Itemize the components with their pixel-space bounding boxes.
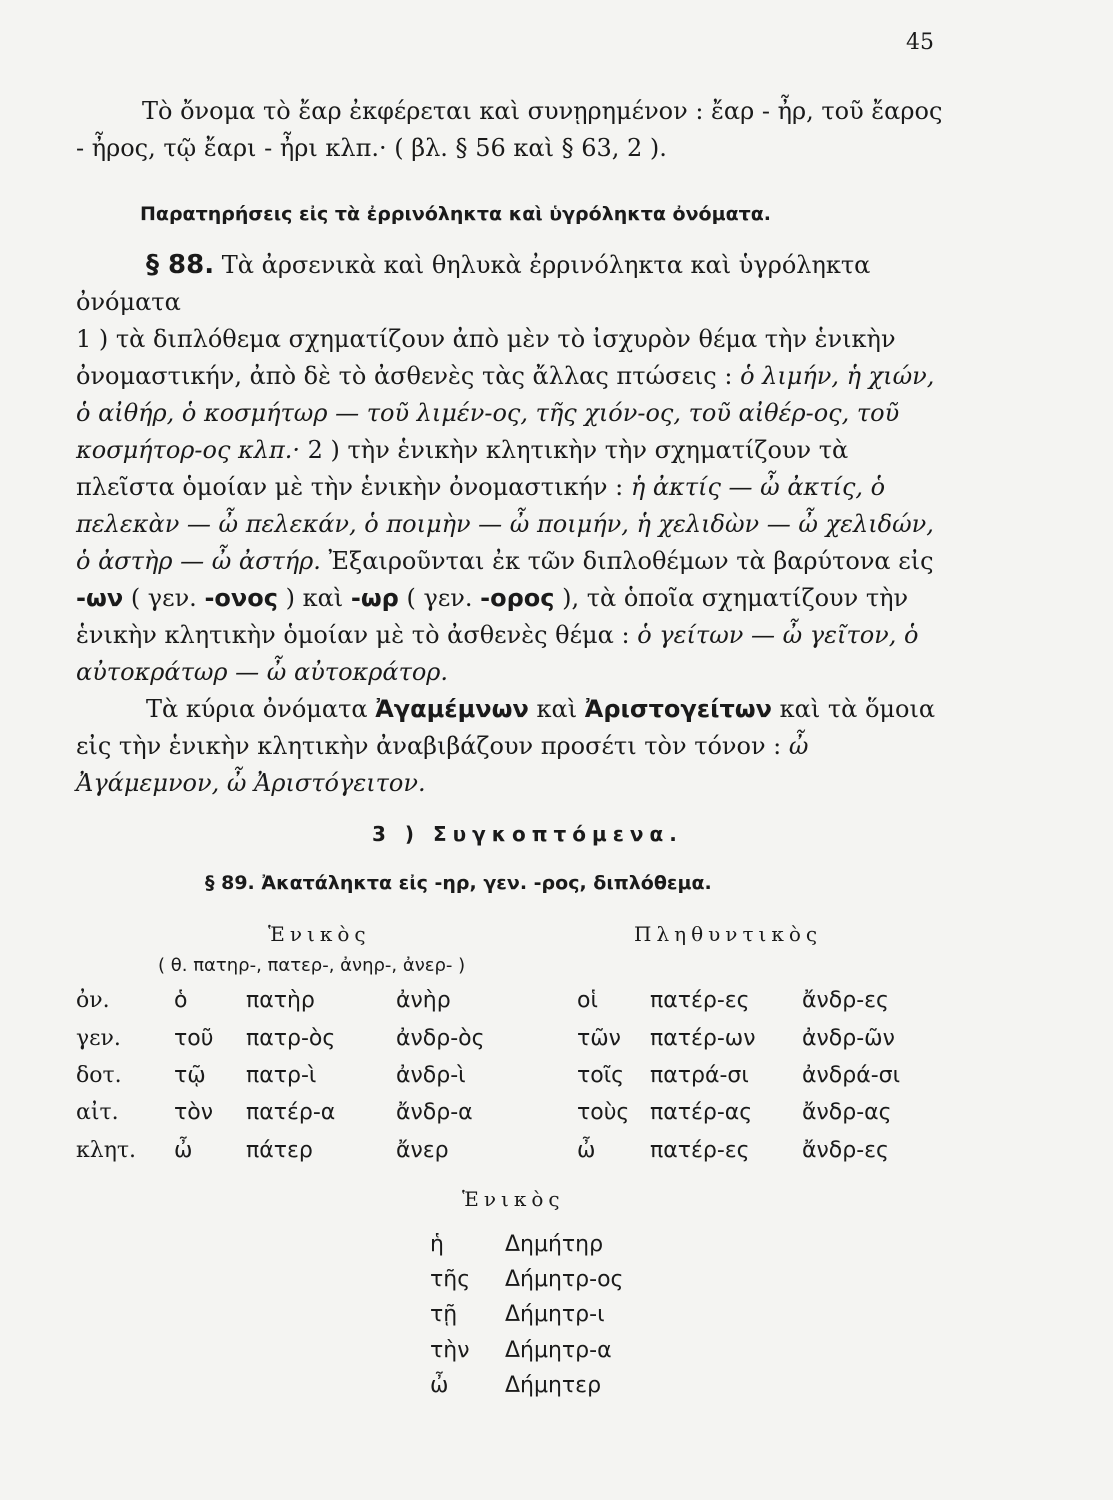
column-header-singular-2: Ἑνικὸς (462, 1187, 565, 1211)
text-span: ), τὰ ὁποῖα σχηματίζουν τὴν ἑνικὴν κλητικὴν ὁμοίαν μὲ τὸ ἀσθενὲς θέμα : (76, 584, 909, 649)
subsection-heading-syncopated: 3 ) Συγκοπτόμενα. (372, 822, 683, 846)
table-cell: Δήμητρ-ι (505, 1302, 605, 1327)
table-cell: τῷ (174, 1063, 206, 1088)
ending-span: -ονος (204, 584, 278, 612)
table-cell: οἱ (577, 988, 598, 1013)
table-cell: πατὴρ (246, 988, 315, 1013)
section-heading-89: § 89. Ἀκατάληκτα εἰς -ηρ, γεν. -ρος, διπλόθεμα. (205, 872, 712, 894)
table-cell: ἀνδρ-ῶν (802, 1026, 895, 1051)
stem-note: ( θ. πατηρ-, πατερ-, ἀνηρ-, ἀνερ- ) (158, 955, 466, 976)
paragraph-88-first-line (76, 247, 946, 321)
case-label: αἰτ. (76, 1100, 119, 1125)
table-cell: πατέρ-ας (650, 1100, 753, 1125)
column-header-plural: Πληθυντικὸς (634, 922, 823, 946)
table-cell: τοὺς (577, 1100, 630, 1125)
text-span: 2 ) τὴν ἑνικὴν κλητικὴν τὴν σχηματίζουν τὰ πλεῖστα ὁμοίαν μὲ τὴν ἑνικὴν ὀνομαστικήν : (76, 436, 849, 501)
paragraph-proper-names (76, 691, 946, 802)
table-cell: ἡ (430, 1232, 444, 1257)
table-cell: τῇ (430, 1302, 458, 1327)
example-span: ὁ λιμήν, ἡ χιών, ὁ αἰθήρ, ὁ κοσμήτωρ — τοῦ λιμέν-ος, τῆς χιόν-ος, τοῦ αἰθέρ-ος, τοῦ κοσμήτορ-ος κλπ.· (76, 362, 935, 464)
table-cell: ὦ (430, 1373, 449, 1398)
table-cell: ἄνδρ-ας (802, 1100, 892, 1125)
text-span: ( γεν. (406, 584, 473, 612)
table-cell: πατέρ-ες (650, 988, 750, 1013)
table-cell: ἀνδρ-ὶ (396, 1063, 466, 1088)
table-cell: πατέρ-ες (650, 1138, 750, 1163)
ending-span: -ων (76, 584, 124, 612)
case-label: ὀν. (76, 988, 110, 1013)
text-span: ) καὶ (285, 584, 344, 612)
table-cell: ἄνδρ-ες (802, 988, 889, 1013)
table-cell: ὦ (174, 1138, 193, 1163)
example-span: ὦ Ἀγάμεμνον, ὦ Ἀριστόγειτον. (76, 732, 809, 797)
table-cell: τὸν (174, 1100, 213, 1125)
example-span: ἡ ἀκτίς — ὦ ἀκτίς, ὁ πελεκὰν — ὦ πελεκάν, ὁ ποιμὴν — ὦ ποιμήν, ἡ χελιδὼν — ὦ χελιδών, ὁ ἀστὴρ — ὦ ἀστήρ. (76, 473, 934, 575)
table-cell: ἀνὴρ (396, 988, 451, 1013)
table-cell: Δήμητρ-α (505, 1338, 612, 1363)
table-cell: τοῖς (577, 1063, 625, 1088)
page-number: 45 (906, 30, 934, 55)
table-cell: Δήμητερ (505, 1373, 602, 1398)
text-span: καὶ (536, 695, 578, 723)
section-number-88: § 88. (146, 250, 215, 280)
table-cell: ἀνδρά-σι (802, 1063, 901, 1088)
table-cell: Δημήτηρ (505, 1232, 604, 1257)
text-span: 1 ) τὰ διπλόθεμα σχηματίζουν ἀπὸ μὲν τὸ ἰσχυρὸν θέμα τὴν ἑνικὴν ὀνομαστικήν, ἀπὸ δὲ τὸ ἀσθενὲς τὰς ἄλλας πτώσεις : (76, 325, 896, 390)
name-span: Ἀριστογείτων (584, 695, 772, 723)
paragraph-ear: Τὸ ὄνομα τὸ ἔαρ ἐκφέρεται καὶ συνῃρημένον : ἔαρ - ἦρ, τοῦ ἔαρος - ἦρος, τῷ ἔαρι - ἦρι κλπ.· ( βλ. § 56 καὶ § 63, 2 ). (76, 97, 943, 162)
table-cell: τῶν (577, 1026, 621, 1051)
paragraph-88 (76, 247, 946, 802)
table-cell: Δήμητρ-ος (505, 1267, 624, 1292)
table-cell: πατρά-σι (650, 1063, 749, 1088)
text-span: καὶ τὰ ὅμοια εἰς τὴν ἑνικὴν κλητικὴν ἀναβιβάζουν προσέτι τὸν τόνον : (76, 695, 936, 760)
text-span: Ἐξαιροῦνται ἐκ τῶν διπλοθέμων τὰ βαρύτονα εἰς (328, 547, 934, 575)
text-span: Τὰ κύρια ὀνόματα (146, 695, 368, 723)
table-cell: πατρ-ὸς (246, 1026, 336, 1051)
table-cell: τῆς (430, 1267, 471, 1292)
case-label: γεν. (76, 1026, 121, 1051)
section-heading-observations: Παρατηρήσεις εἰς τὰ ἐρρινόληκτα καὶ ὑγρόληκτα ὀνόματα. (140, 203, 772, 225)
table-cell: ἀνδρ-ὸς (396, 1026, 485, 1051)
text-span: ( γεν. (130, 584, 197, 612)
name-span: Ἀγαμέμνων (375, 695, 529, 723)
table-cell: τοῦ (174, 1026, 214, 1051)
table-cell: πατέρ-α (246, 1100, 336, 1125)
table-cell: πατρ-ὶ (246, 1063, 317, 1088)
text-span: Τὰ ἀρσενικὰ καὶ θηλυκὰ ἐρρινόληκτα καὶ ὑγρόληκτα ὀνόματα (76, 251, 871, 316)
table-cell: ἄνδρ-α (396, 1100, 473, 1125)
case-label: κλητ. (76, 1138, 137, 1163)
column-header-singular: Ἑνικὸς (268, 922, 371, 946)
ending-span: -ορος (480, 584, 555, 612)
table-cell: τὴν (430, 1338, 470, 1363)
case-label: δοτ. (76, 1063, 122, 1088)
example-span: ὁ γείτων — ὦ γεῖτον, ὁ αὐτοκράτωρ — ὦ αὐτοκράτορ. (76, 621, 919, 686)
table-cell: ἄνερ (396, 1138, 449, 1163)
table-cell: πάτερ (246, 1138, 313, 1163)
table-cell: ὁ (174, 988, 188, 1013)
table-cell: ἄνδρ-ες (802, 1138, 889, 1163)
table-cell: πατέρ-ων (650, 1026, 756, 1051)
table-cell: ὦ (577, 1138, 596, 1163)
ending-span: -ωρ (350, 584, 399, 612)
